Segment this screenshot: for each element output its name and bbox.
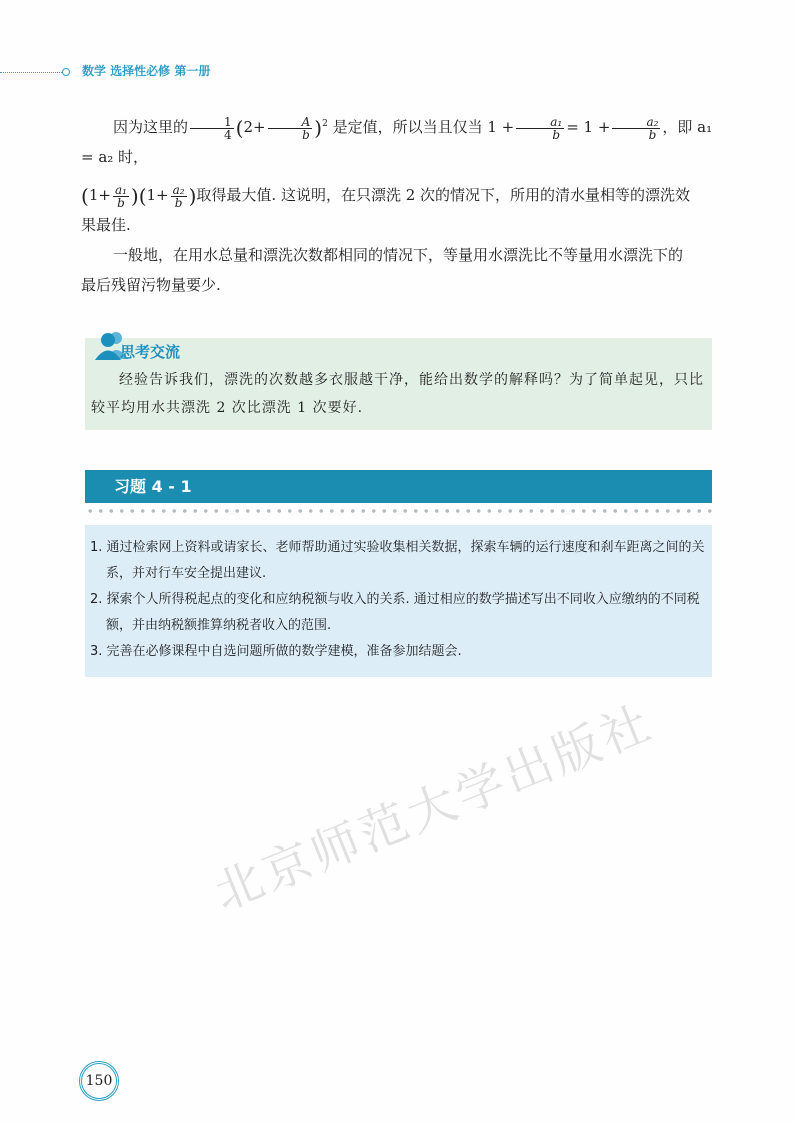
header-line <box>0 72 62 73</box>
text: 2+ <box>243 118 266 136</box>
exercise-title: 习题 4 - 1 <box>114 477 192 496</box>
fraction-a2-b: $\frac{\text{a₂}}{b}$ <box>612 116 660 141</box>
fraction-1-4: $\frac{1}{4}$ <box>190 116 234 141</box>
paragraph-4: 一般地，在用水总量和漂洗次数都相同的情况下，等量用水漂洗比不等量用水漂洗下的 <box>113 246 684 264</box>
text: 是定值，所以当且仅当 1 + <box>332 118 515 136</box>
text: ，即 a₁ = a₂ 时， <box>81 118 713 166</box>
paragraph-1: 因为这里的 $\frac{1}{4}$ (2+ $\frac{A}{b}$ )$^2$ 是定值，所以当且仅当 1 + $\frac{\text{a₁}}{b}$ = 1 + $\frac{\text{a₂}}{b}$ ，即 a₁ = a₂ 时， <box>81 114 713 166</box>
fraction-A-b: $\frac{A}{b}$ <box>268 116 313 141</box>
text: 取得最大值. 这说明，在只漂洗 2 次的情况下，所用的清水量相等的漂洗效 <box>196 186 691 204</box>
paragraph-5: 最后残留污物量要少. <box>81 276 221 294</box>
publisher-watermark: 北京师范大学出版社 <box>206 694 662 922</box>
main-column <box>81 112 721 677</box>
page-number: 150 <box>79 1061 119 1101</box>
paragraph-3: 果最佳. <box>81 216 131 234</box>
exercise-item: 2. 探索个人所得税起点的变化和应纳税额与收入的关系. 通过相应的数学描述写出不同收入应缴纳的不同税额，并由纳税额推算纳税者收入的范围. <box>90 592 700 633</box>
running-header: 数学 选择性必修 第一册 <box>82 64 211 78</box>
text: 因为这里的 <box>113 118 189 136</box>
think-title: 思考交流 <box>120 343 181 361</box>
paragraph-2: (1+ $\frac{\text{a₁}}{b}$ )(1+ $\frac{\text{a₂}}{b}$ )取得最大值. 这说明，在只漂洗 2 次的情况下，所用的清水量相等的漂洗效 <box>81 182 691 210</box>
exercise-header-bar <box>85 470 712 503</box>
think-box <box>85 338 712 430</box>
header-dot <box>62 68 70 76</box>
think-text: 经验告诉我们，漂洗的次数越多衣服越干净，能给出数学的解释吗？为了简单起见，只比较平均用水共漂洗 2 次比漂洗 1 次要好. <box>91 372 704 416</box>
dotted-divider <box>85 508 712 514</box>
exercise-item: 3. 完善在必修课程中自选问题所做的数学建模，准备参加结题会. <box>90 644 462 659</box>
exercise-item: 1. 通过检索网上资料或请家长、老师帮助通过实验收集相关数据，探索车辆的运行速度和刹车距离之间的关系，并对行车安全提出建议. <box>90 540 705 581</box>
exercise-box <box>85 525 712 677</box>
fraction-a1-b: $\frac{\text{a₁}}{b}$ <box>516 116 564 141</box>
